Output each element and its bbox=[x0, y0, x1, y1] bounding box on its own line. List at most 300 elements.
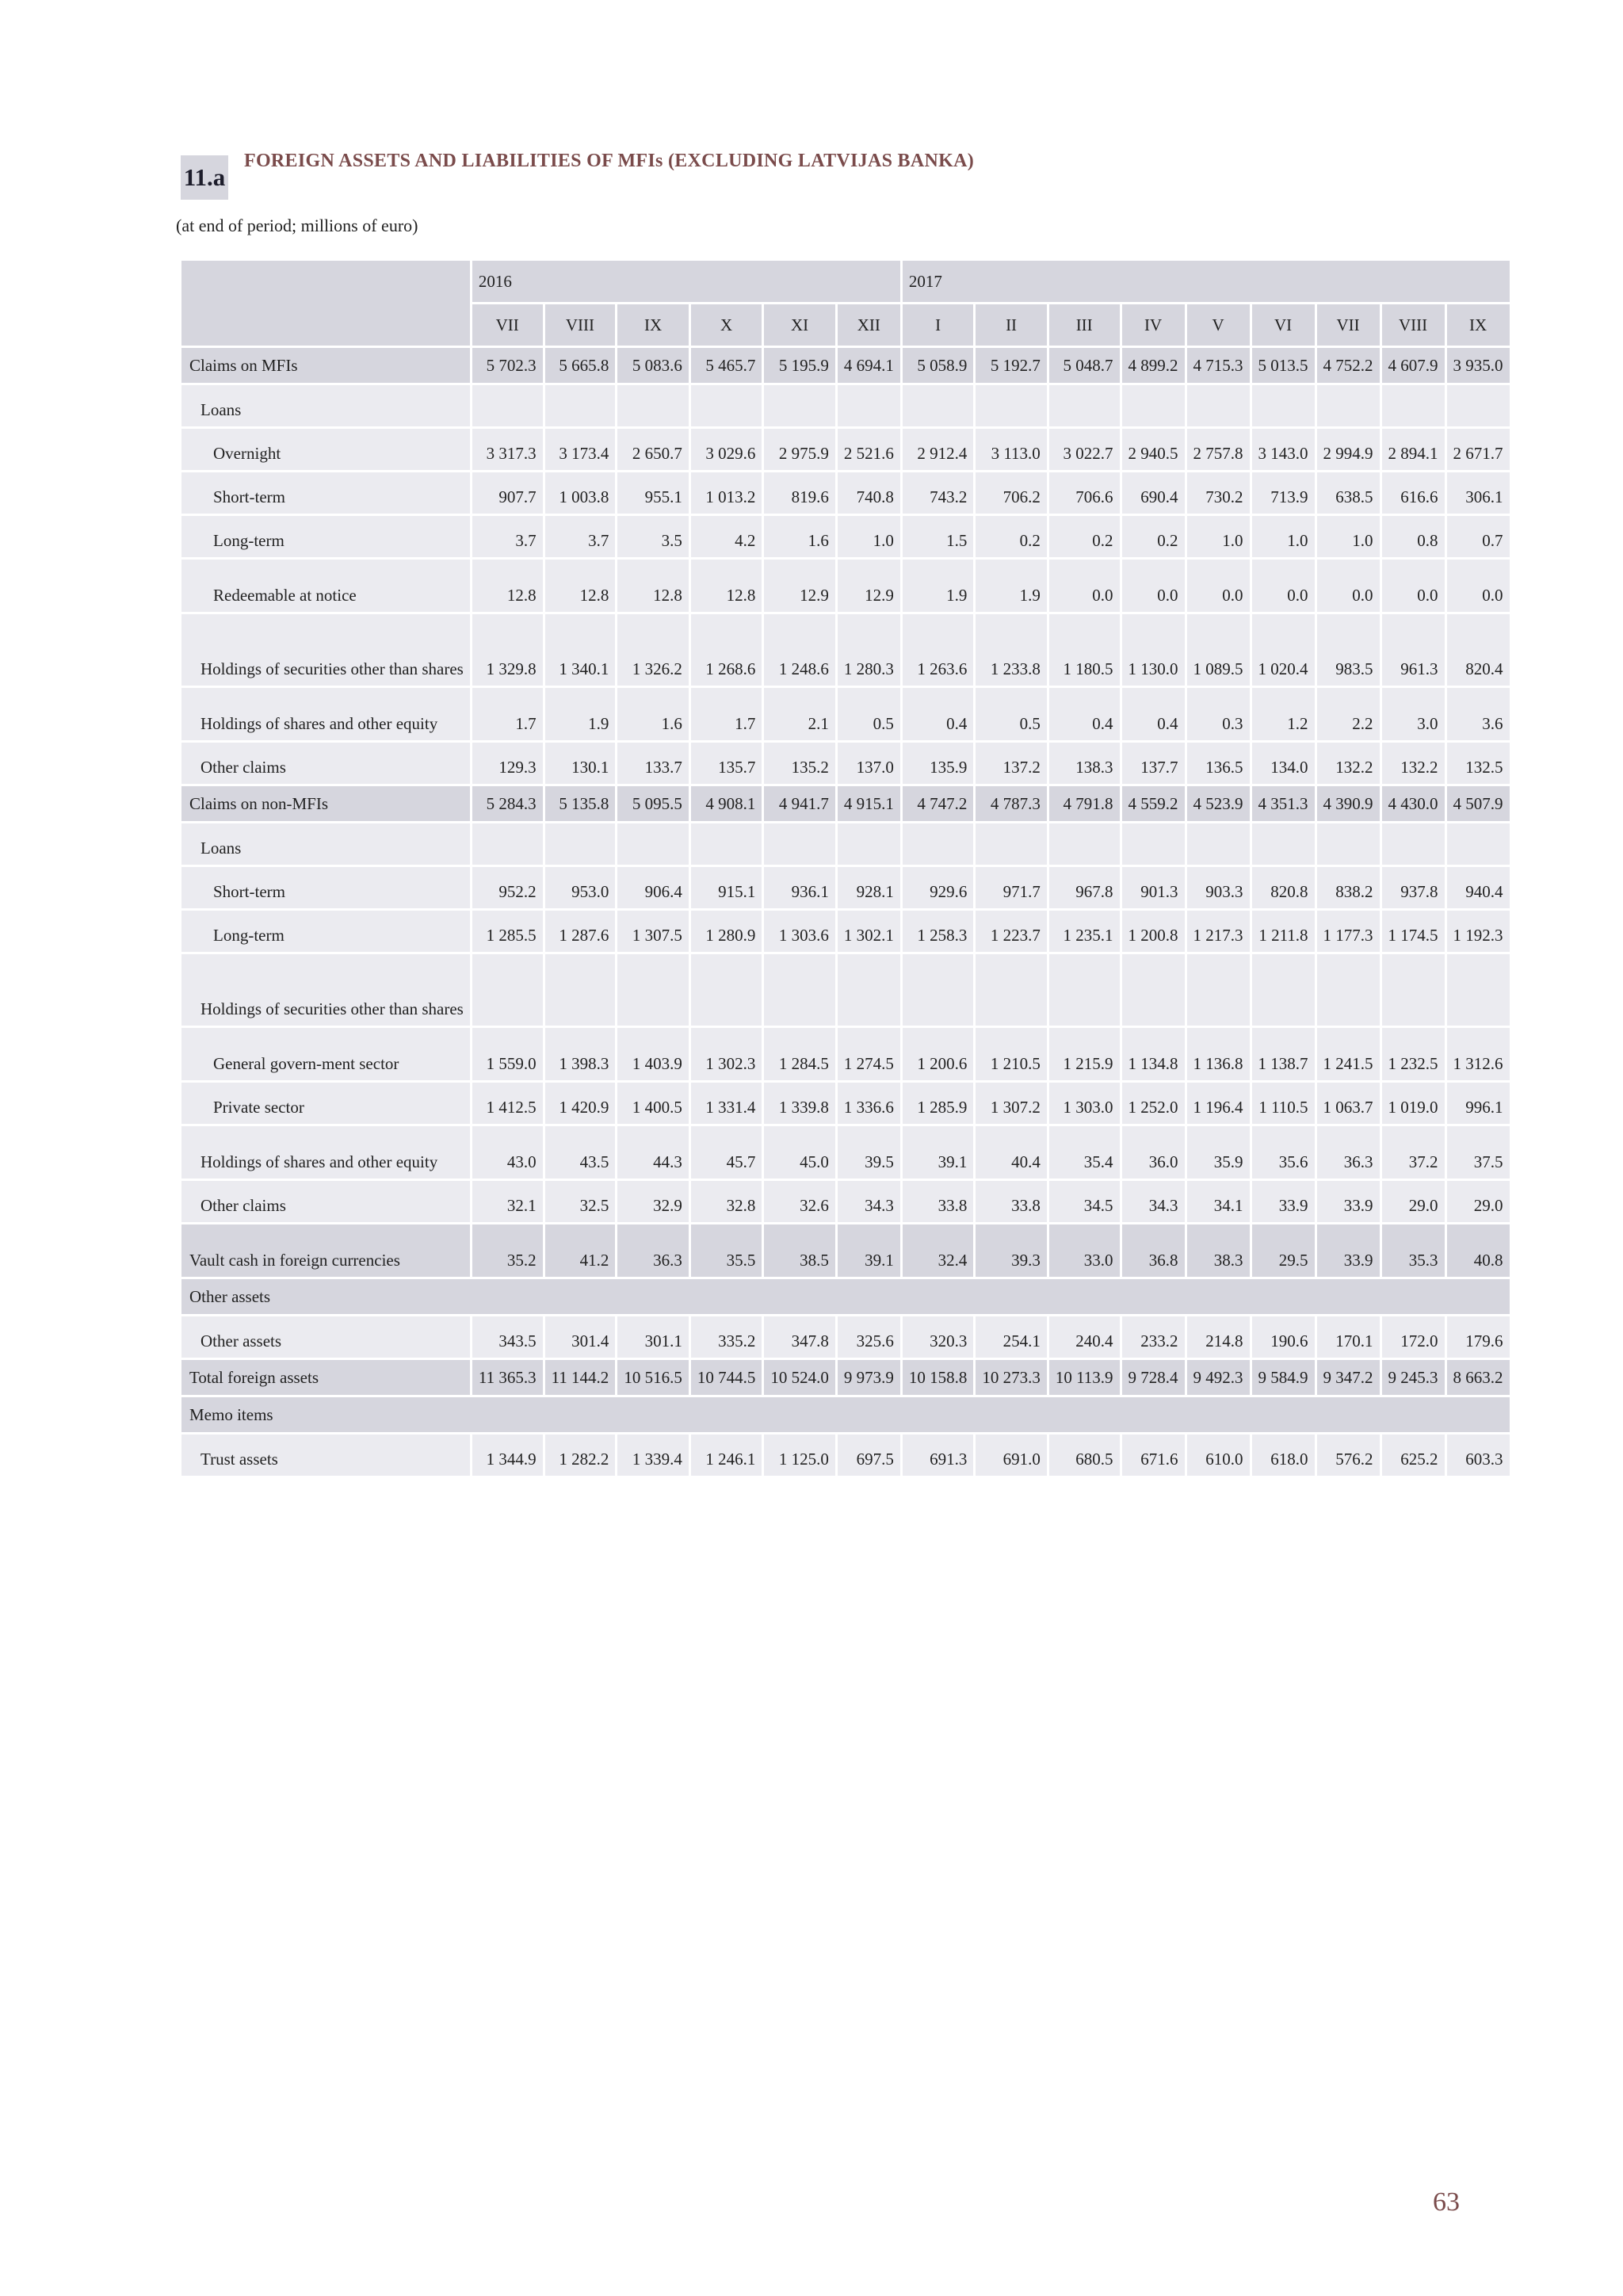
value-cell: 1 252.0 bbox=[1122, 1083, 1185, 1124]
value-cell: 5 013.5 bbox=[1252, 348, 1315, 383]
value-cell: 5 048.7 bbox=[1049, 348, 1120, 383]
value-cell: 5 083.6 bbox=[617, 348, 689, 383]
value-cell: 0.2 bbox=[1122, 516, 1185, 557]
value-cell bbox=[1317, 823, 1380, 865]
value-cell bbox=[1187, 823, 1250, 865]
value-cell bbox=[691, 385, 762, 426]
table-row bbox=[181, 688, 1510, 740]
value-cell: 4 791.8 bbox=[1049, 786, 1120, 821]
value-cell: 1 063.7 bbox=[1317, 1083, 1380, 1124]
value-cell: 4 715.3 bbox=[1187, 348, 1250, 383]
value-cell: 32.1 bbox=[472, 1181, 543, 1222]
value-cell: 4 752.2 bbox=[1317, 348, 1380, 383]
value-cell: 952.2 bbox=[472, 867, 543, 908]
value-cell: 1 211.8 bbox=[1252, 911, 1315, 952]
value-cell: 610.0 bbox=[1187, 1435, 1250, 1476]
value-cell: 1 246.1 bbox=[691, 1435, 762, 1476]
value-cell: 4 507.9 bbox=[1447, 786, 1510, 821]
value-cell: 1 331.4 bbox=[691, 1083, 762, 1124]
table-row bbox=[181, 911, 1510, 952]
value-cell bbox=[472, 954, 543, 1026]
value-cell bbox=[472, 385, 543, 426]
value-cell: 1 130.0 bbox=[1122, 614, 1185, 686]
row-label: Other claims bbox=[181, 743, 470, 784]
value-cell: 240.4 bbox=[1049, 1316, 1120, 1358]
value-cell: 906.4 bbox=[617, 867, 689, 908]
value-cell: 1 003.8 bbox=[545, 472, 616, 514]
value-cell: 1 302.3 bbox=[691, 1028, 762, 1080]
table-row bbox=[181, 1360, 1510, 1395]
value-cell: 3 113.0 bbox=[976, 429, 1047, 470]
value-cell: 38.5 bbox=[764, 1224, 835, 1277]
value-cell: 1 274.5 bbox=[838, 1028, 900, 1080]
row-label: General govern-ment sector bbox=[181, 1028, 470, 1080]
value-cell: 35.3 bbox=[1382, 1224, 1445, 1277]
value-cell: 1 344.9 bbox=[472, 1435, 543, 1476]
value-cell: 1 241.5 bbox=[1317, 1028, 1380, 1080]
value-cell: 1 196.4 bbox=[1187, 1083, 1250, 1124]
value-cell: 1.0 bbox=[1317, 516, 1380, 557]
value-cell bbox=[617, 954, 689, 1026]
row-label: Claims on MFIs bbox=[181, 348, 470, 383]
value-cell: 40.8 bbox=[1447, 1224, 1510, 1277]
value-cell: 1 110.5 bbox=[1252, 1083, 1315, 1124]
value-cell: 36.8 bbox=[1122, 1224, 1185, 1277]
foreign-assets-table bbox=[179, 258, 1512, 1478]
value-cell: 937.8 bbox=[1382, 867, 1445, 908]
value-cell: 1 420.9 bbox=[545, 1083, 616, 1124]
value-cell: 12.9 bbox=[764, 560, 835, 612]
value-cell: 11 144.2 bbox=[545, 1360, 616, 1395]
value-cell bbox=[1252, 823, 1315, 865]
value-cell: 12.8 bbox=[545, 560, 616, 612]
value-cell: 12.9 bbox=[838, 560, 900, 612]
value-cell: 172.0 bbox=[1382, 1316, 1445, 1358]
value-cell: 4 351.3 bbox=[1252, 786, 1315, 821]
value-cell bbox=[1049, 954, 1120, 1026]
value-cell: 135.7 bbox=[691, 743, 762, 784]
value-cell: 1 280.9 bbox=[691, 911, 762, 952]
value-cell: 39.5 bbox=[838, 1126, 900, 1179]
row-label: Other assets bbox=[181, 1279, 1510, 1314]
value-cell: 34.1 bbox=[1187, 1181, 1250, 1222]
value-cell: 690.4 bbox=[1122, 472, 1185, 514]
value-cell: 4 747.2 bbox=[903, 786, 974, 821]
value-cell: 996.1 bbox=[1447, 1083, 1510, 1124]
table-row bbox=[181, 1224, 1510, 1277]
value-cell: 4 694.1 bbox=[838, 348, 900, 383]
value-cell: 1 307.2 bbox=[976, 1083, 1047, 1124]
value-cell bbox=[1382, 385, 1445, 426]
value-cell: 961.3 bbox=[1382, 614, 1445, 686]
value-cell bbox=[1122, 823, 1185, 865]
value-cell bbox=[1122, 385, 1185, 426]
row-label: Short-term bbox=[181, 867, 470, 908]
value-cell: 4 908.1 bbox=[691, 786, 762, 821]
value-cell: 4 559.2 bbox=[1122, 786, 1185, 821]
table-row bbox=[181, 1126, 1510, 1179]
value-cell: 5 058.9 bbox=[903, 348, 974, 383]
value-cell: 5 095.5 bbox=[617, 786, 689, 821]
value-cell: 1.6 bbox=[764, 516, 835, 557]
value-cell: 1 180.5 bbox=[1049, 614, 1120, 686]
value-cell: 135.9 bbox=[903, 743, 974, 784]
value-cell bbox=[1317, 385, 1380, 426]
value-cell: 1 174.5 bbox=[1382, 911, 1445, 952]
value-cell: 929.6 bbox=[903, 867, 974, 908]
month-header: IX bbox=[1447, 304, 1510, 346]
value-cell: 2 894.1 bbox=[1382, 429, 1445, 470]
row-label: Private sector bbox=[181, 1083, 470, 1124]
value-cell: 2 521.6 bbox=[838, 429, 900, 470]
value-cell bbox=[976, 385, 1047, 426]
value-cell: 1 412.5 bbox=[472, 1083, 543, 1124]
value-cell: 1 287.6 bbox=[545, 911, 616, 952]
month-header: V bbox=[1187, 304, 1250, 346]
month-header: IX bbox=[617, 304, 689, 346]
value-cell: 45.0 bbox=[764, 1126, 835, 1179]
value-cell: 618.0 bbox=[1252, 1435, 1315, 1476]
table-subtitle: (at end of period; millions of euro) bbox=[176, 216, 418, 235]
value-cell: 1 303.6 bbox=[764, 911, 835, 952]
table-row bbox=[181, 385, 1510, 426]
value-cell: 1 177.3 bbox=[1317, 911, 1380, 952]
value-cell bbox=[838, 385, 900, 426]
value-cell: 33.8 bbox=[903, 1181, 974, 1222]
value-cell: 0.7 bbox=[1447, 516, 1510, 557]
value-cell: 33.0 bbox=[1049, 1224, 1120, 1277]
value-cell bbox=[1447, 823, 1510, 865]
value-cell: 40.4 bbox=[976, 1126, 1047, 1179]
value-cell bbox=[764, 385, 835, 426]
table-row bbox=[181, 614, 1510, 686]
value-cell: 1 248.6 bbox=[764, 614, 835, 686]
value-cell bbox=[1187, 385, 1250, 426]
value-cell: 5 665.8 bbox=[545, 348, 616, 383]
value-cell: 5 135.8 bbox=[545, 786, 616, 821]
value-cell: 603.3 bbox=[1447, 1435, 1510, 1476]
value-cell: 1 303.0 bbox=[1049, 1083, 1120, 1124]
value-cell bbox=[1382, 954, 1445, 1026]
value-cell: 35.9 bbox=[1187, 1126, 1250, 1179]
value-cell: 1 200.8 bbox=[1122, 911, 1185, 952]
value-cell: 4 941.7 bbox=[764, 786, 835, 821]
value-cell: 819.6 bbox=[764, 472, 835, 514]
value-cell: 903.3 bbox=[1187, 867, 1250, 908]
value-cell: 1.0 bbox=[838, 516, 900, 557]
value-cell: 680.5 bbox=[1049, 1435, 1120, 1476]
value-cell: 133.7 bbox=[617, 743, 689, 784]
value-cell bbox=[545, 385, 616, 426]
value-cell: 325.6 bbox=[838, 1316, 900, 1358]
table-row bbox=[181, 472, 1510, 514]
value-cell bbox=[1382, 823, 1445, 865]
value-cell: 1 282.2 bbox=[545, 1435, 616, 1476]
month-header: VIII bbox=[545, 304, 616, 346]
value-cell: 0.3 bbox=[1187, 688, 1250, 740]
row-label: Holdings of securities other than shares bbox=[181, 954, 470, 1026]
value-cell bbox=[1317, 954, 1380, 1026]
value-cell: 1 340.1 bbox=[545, 614, 616, 686]
value-cell: 134.0 bbox=[1252, 743, 1315, 784]
value-cell: 9 584.9 bbox=[1252, 1360, 1315, 1395]
value-cell: 1 233.8 bbox=[976, 614, 1047, 686]
value-cell: 1 136.8 bbox=[1187, 1028, 1250, 1080]
value-cell: 907.7 bbox=[472, 472, 543, 514]
value-cell: 32.6 bbox=[764, 1181, 835, 1222]
value-cell: 1 312.6 bbox=[1447, 1028, 1510, 1080]
value-cell: 955.1 bbox=[617, 472, 689, 514]
value-cell: 10 273.3 bbox=[976, 1360, 1047, 1395]
value-cell: 1 268.6 bbox=[691, 614, 762, 686]
value-cell: 983.5 bbox=[1317, 614, 1380, 686]
value-cell: 5 284.3 bbox=[472, 786, 543, 821]
row-label: Holdings of securities other than shares bbox=[181, 614, 470, 686]
value-cell: 3 029.6 bbox=[691, 429, 762, 470]
value-cell: 901.3 bbox=[1122, 867, 1185, 908]
value-cell: 32.4 bbox=[903, 1224, 974, 1277]
value-cell: 3 173.4 bbox=[545, 429, 616, 470]
value-cell: 940.4 bbox=[1447, 867, 1510, 908]
month-header: VI bbox=[1252, 304, 1315, 346]
value-cell: 706.2 bbox=[976, 472, 1047, 514]
value-cell: 132.2 bbox=[1317, 743, 1380, 784]
value-cell: 1 307.5 bbox=[617, 911, 689, 952]
value-cell: 625.2 bbox=[1382, 1435, 1445, 1476]
value-cell: 137.7 bbox=[1122, 743, 1185, 784]
value-cell: 36.3 bbox=[1317, 1126, 1380, 1179]
value-cell: 35.6 bbox=[1252, 1126, 1315, 1179]
month-header: IV bbox=[1122, 304, 1185, 346]
value-cell bbox=[617, 385, 689, 426]
value-cell: 0.0 bbox=[1317, 560, 1380, 612]
value-cell bbox=[1252, 954, 1315, 1026]
table-row bbox=[181, 348, 1510, 383]
value-cell: 1 258.3 bbox=[903, 911, 974, 952]
value-cell bbox=[1049, 823, 1120, 865]
value-cell: 1 019.0 bbox=[1382, 1083, 1445, 1124]
value-cell: 1 223.7 bbox=[976, 911, 1047, 952]
row-label: Holdings of shares and other equity bbox=[181, 1126, 470, 1179]
value-cell: 254.1 bbox=[976, 1316, 1047, 1358]
value-cell bbox=[1447, 385, 1510, 426]
value-cell: 347.8 bbox=[764, 1316, 835, 1358]
value-cell: 1 329.8 bbox=[472, 614, 543, 686]
value-cell bbox=[764, 954, 835, 1026]
value-cell: 838.2 bbox=[1317, 867, 1380, 908]
value-cell: 35.5 bbox=[691, 1224, 762, 1277]
value-cell bbox=[617, 823, 689, 865]
year-header-2017: 2017 bbox=[903, 261, 1510, 302]
header-corner-cell bbox=[181, 261, 470, 346]
value-cell: 10 113.9 bbox=[1049, 1360, 1120, 1395]
month-header: XI bbox=[764, 304, 835, 346]
table-row bbox=[181, 1316, 1510, 1358]
value-cell: 706.6 bbox=[1049, 472, 1120, 514]
value-cell: 10 744.5 bbox=[691, 1360, 762, 1395]
value-cell: 1 210.5 bbox=[976, 1028, 1047, 1080]
table-row bbox=[181, 867, 1510, 908]
value-cell: 3 022.7 bbox=[1049, 429, 1120, 470]
table-row bbox=[181, 1083, 1510, 1124]
value-cell: 971.7 bbox=[976, 867, 1047, 908]
value-cell: 1.9 bbox=[903, 560, 974, 612]
table-row bbox=[181, 1181, 1510, 1222]
value-cell: 1 235.1 bbox=[1049, 911, 1120, 952]
value-cell: 0.2 bbox=[976, 516, 1047, 557]
value-cell: 34.3 bbox=[1122, 1181, 1185, 1222]
value-cell: 1 020.4 bbox=[1252, 614, 1315, 686]
row-label: Other claims bbox=[181, 1181, 470, 1222]
value-cell: 0.5 bbox=[976, 688, 1047, 740]
value-cell: 1.0 bbox=[1252, 516, 1315, 557]
value-cell: 33.9 bbox=[1317, 1181, 1380, 1222]
value-cell: 1 339.8 bbox=[764, 1083, 835, 1124]
value-cell: 9 347.2 bbox=[1317, 1360, 1380, 1395]
value-cell: 0.4 bbox=[903, 688, 974, 740]
month-header: X bbox=[691, 304, 762, 346]
value-cell: 1 285.9 bbox=[903, 1083, 974, 1124]
value-cell: 5 192.7 bbox=[976, 348, 1047, 383]
value-cell bbox=[1447, 954, 1510, 1026]
value-cell: 9 973.9 bbox=[838, 1360, 900, 1395]
value-cell: 4 607.9 bbox=[1382, 348, 1445, 383]
value-cell: 638.5 bbox=[1317, 472, 1380, 514]
value-cell: 43.5 bbox=[545, 1126, 616, 1179]
value-cell: 1 200.6 bbox=[903, 1028, 974, 1080]
value-cell: 12.8 bbox=[617, 560, 689, 612]
value-cell: 820.4 bbox=[1447, 614, 1510, 686]
value-cell: 1.9 bbox=[976, 560, 1047, 612]
value-cell: 0.0 bbox=[1382, 560, 1445, 612]
value-cell bbox=[545, 823, 616, 865]
value-cell: 33.9 bbox=[1317, 1224, 1380, 1277]
row-label: Vault cash in foreign currencies bbox=[181, 1224, 470, 1277]
value-cell: 616.6 bbox=[1382, 472, 1445, 514]
value-cell bbox=[545, 954, 616, 1026]
value-cell: 4 523.9 bbox=[1187, 786, 1250, 821]
value-cell bbox=[976, 823, 1047, 865]
year-header-row bbox=[181, 261, 1510, 302]
value-cell: 214.8 bbox=[1187, 1316, 1250, 1358]
value-cell: 953.0 bbox=[545, 867, 616, 908]
value-cell: 0.5 bbox=[838, 688, 900, 740]
value-cell: 1.7 bbox=[472, 688, 543, 740]
table-header bbox=[181, 151, 974, 200]
table-row bbox=[181, 823, 1510, 865]
value-cell: 1.9 bbox=[545, 688, 616, 740]
value-cell bbox=[1252, 385, 1315, 426]
value-cell: 0.4 bbox=[1049, 688, 1120, 740]
page-number: 63 bbox=[1433, 2187, 1460, 2217]
value-cell: 44.3 bbox=[617, 1126, 689, 1179]
value-cell bbox=[903, 954, 974, 1026]
value-cell: 38.3 bbox=[1187, 1224, 1250, 1277]
value-cell: 136.5 bbox=[1187, 743, 1250, 784]
value-cell: 36.3 bbox=[617, 1224, 689, 1277]
value-cell: 1 138.7 bbox=[1252, 1028, 1315, 1080]
value-cell: 3 935.0 bbox=[1447, 348, 1510, 383]
value-cell: 671.6 bbox=[1122, 1435, 1185, 1476]
value-cell: 135.2 bbox=[764, 743, 835, 784]
value-cell bbox=[976, 954, 1047, 1026]
value-cell bbox=[838, 823, 900, 865]
value-cell: 0.0 bbox=[1187, 560, 1250, 612]
row-label: Loans bbox=[181, 823, 470, 865]
value-cell: 179.6 bbox=[1447, 1316, 1510, 1358]
value-cell: 1 125.0 bbox=[764, 1435, 835, 1476]
value-cell: 1 339.4 bbox=[617, 1435, 689, 1476]
value-cell: 0.4 bbox=[1122, 688, 1185, 740]
value-cell: 2.2 bbox=[1317, 688, 1380, 740]
value-cell: 3.6 bbox=[1447, 688, 1510, 740]
value-cell: 730.2 bbox=[1187, 472, 1250, 514]
value-cell: 1 400.5 bbox=[617, 1083, 689, 1124]
table-row bbox=[181, 516, 1510, 557]
value-cell: 1 263.6 bbox=[903, 614, 974, 686]
value-cell: 0.2 bbox=[1049, 516, 1120, 557]
value-cell: 45.7 bbox=[691, 1126, 762, 1179]
value-cell: 36.0 bbox=[1122, 1126, 1185, 1179]
value-cell: 33.9 bbox=[1252, 1181, 1315, 1222]
value-cell: 41.2 bbox=[545, 1224, 616, 1277]
value-cell: 34.5 bbox=[1049, 1181, 1120, 1222]
value-cell: 1.5 bbox=[903, 516, 974, 557]
value-cell: 743.2 bbox=[903, 472, 974, 514]
value-cell: 3.7 bbox=[545, 516, 616, 557]
table-number-badge: 11.a bbox=[181, 155, 228, 200]
value-cell: 2 671.7 bbox=[1447, 429, 1510, 470]
value-cell: 3.0 bbox=[1382, 688, 1445, 740]
row-label: Overnight bbox=[181, 429, 470, 470]
table-row bbox=[181, 954, 1510, 1026]
value-cell: 12.8 bbox=[691, 560, 762, 612]
row-label: Memo items bbox=[181, 1397, 1510, 1432]
value-cell: 0.0 bbox=[1447, 560, 1510, 612]
value-cell: 129.3 bbox=[472, 743, 543, 784]
value-cell: 0.8 bbox=[1382, 516, 1445, 557]
month-header: I bbox=[903, 304, 974, 346]
value-cell: 306.1 bbox=[1447, 472, 1510, 514]
value-cell: 967.8 bbox=[1049, 867, 1120, 908]
value-cell: 2 757.8 bbox=[1187, 429, 1250, 470]
value-cell: 4 787.3 bbox=[976, 786, 1047, 821]
row-label: Long-term bbox=[181, 911, 470, 952]
value-cell bbox=[1187, 954, 1250, 1026]
value-cell: 3.5 bbox=[617, 516, 689, 557]
row-label: Total foreign assets bbox=[181, 1360, 470, 1395]
value-cell: 1 302.1 bbox=[838, 911, 900, 952]
value-cell: 1 013.2 bbox=[691, 472, 762, 514]
value-cell: 5 702.3 bbox=[472, 348, 543, 383]
value-cell: 3.7 bbox=[472, 516, 543, 557]
row-label: Other assets bbox=[181, 1316, 470, 1358]
value-cell: 1 559.0 bbox=[472, 1028, 543, 1080]
value-cell: 1.7 bbox=[691, 688, 762, 740]
value-cell bbox=[764, 823, 835, 865]
value-cell: 691.3 bbox=[903, 1435, 974, 1476]
value-cell: 4 390.9 bbox=[1317, 786, 1380, 821]
value-cell: 4.2 bbox=[691, 516, 762, 557]
value-cell: 740.8 bbox=[838, 472, 900, 514]
value-cell: 3 317.3 bbox=[472, 429, 543, 470]
value-cell: 1 285.5 bbox=[472, 911, 543, 952]
value-cell: 39.1 bbox=[838, 1224, 900, 1277]
value-cell: 915.1 bbox=[691, 867, 762, 908]
value-cell: 4 899.2 bbox=[1122, 348, 1185, 383]
value-cell: 301.4 bbox=[545, 1316, 616, 1358]
value-cell: 928.1 bbox=[838, 867, 900, 908]
